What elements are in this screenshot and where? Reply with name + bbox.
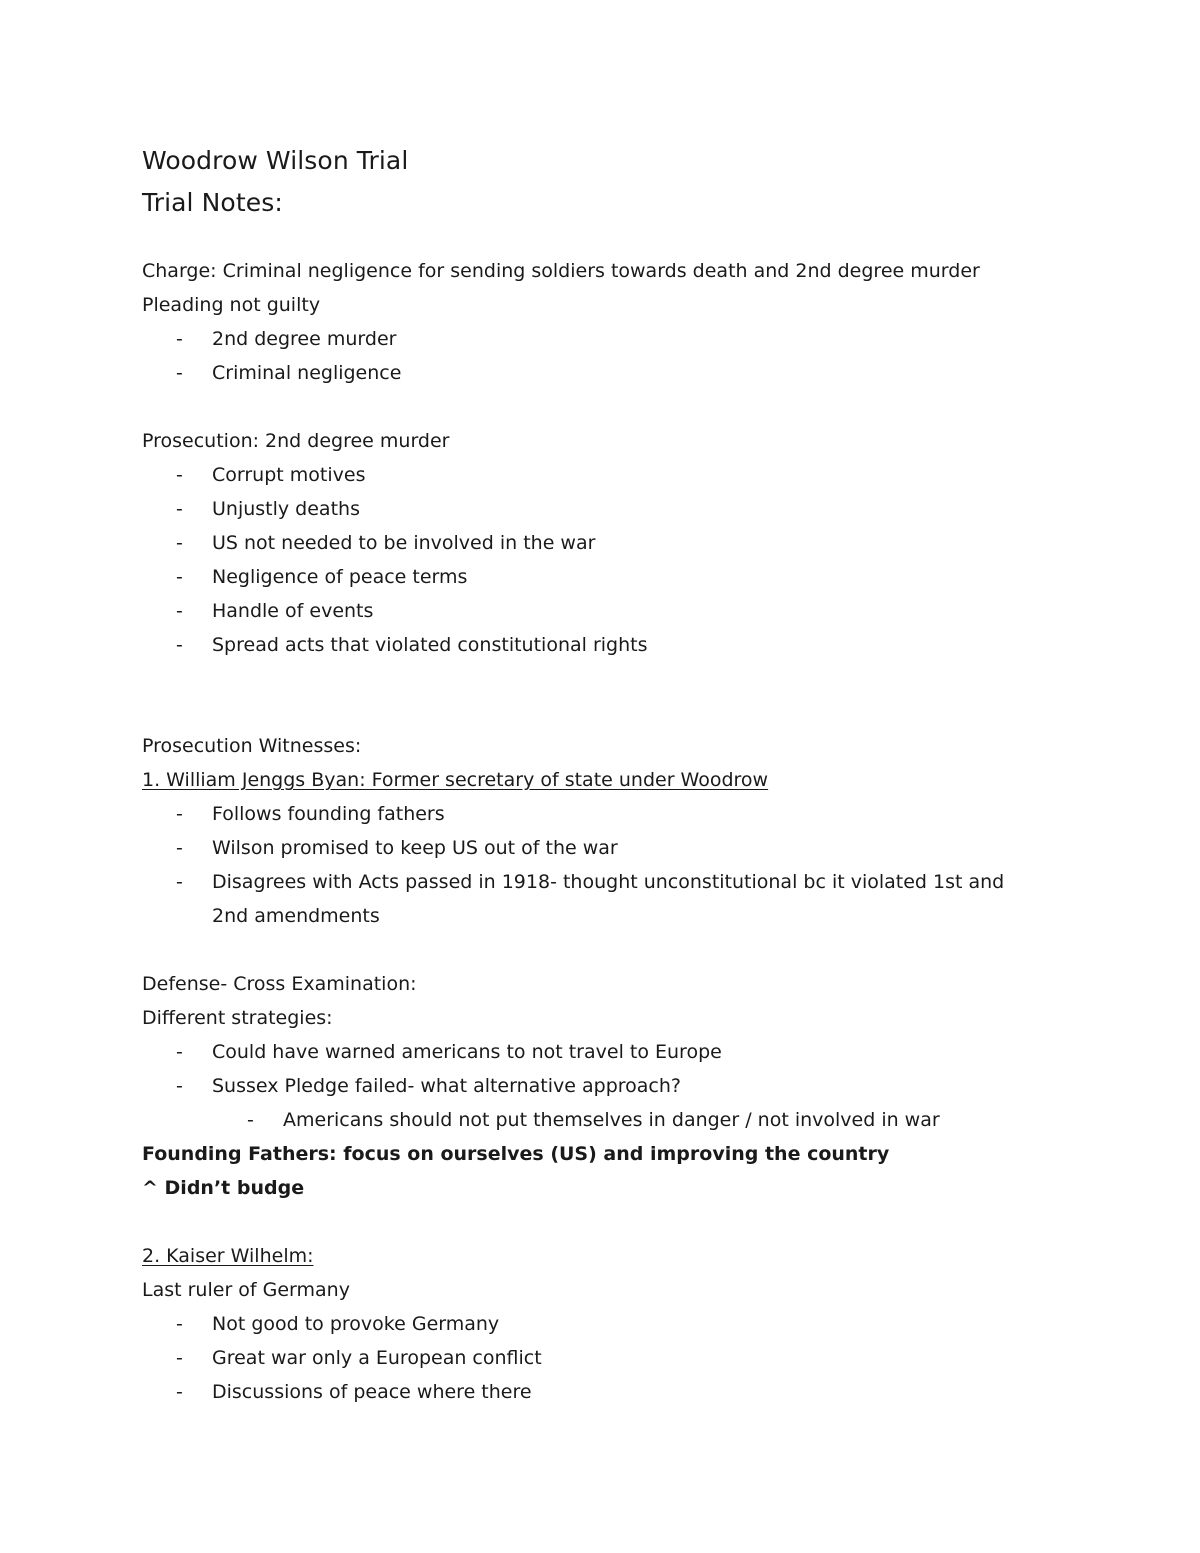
list-item: - Great war only a European conflict [176, 1347, 542, 1369]
list-item: - Americans should not put themselves in danger / not involved in war [247, 1109, 940, 1131]
witness2-description: Last ruler of Germany [142, 1279, 350, 1301]
strategies-heading: Different strategies: [142, 1007, 333, 1029]
witness1-heading: 1. William Jenggs Byan: Former secretary of state under Woodrow [142, 769, 769, 791]
founding-fathers-note: Founding Fathers: focus on ourselves (US) and improving the country [142, 1143, 890, 1165]
prosecution-list [142, 458, 1062, 662]
list-item: - Negligence of peace terms [176, 566, 468, 588]
plea-line: Pleading not guilty [142, 294, 321, 316]
list-item: - 2nd degree murder [176, 328, 397, 350]
list-item: - Discussions of peace where there [176, 1381, 532, 1403]
prosecution-heading: Prosecution: 2nd degree murder [142, 430, 450, 452]
witness1-list [142, 797, 1062, 933]
document-title: Woodrow Wilson Trial [142, 146, 409, 175]
didnt-budge-note: ^ Didn’t budge [142, 1177, 305, 1199]
list-item: - US not needed to be involved in the war [176, 532, 596, 554]
witnesses-heading: Prosecution Witnesses: [142, 735, 362, 757]
list-item: - Unjustly deaths [176, 498, 360, 520]
list-item: - Criminal negligence [176, 362, 402, 384]
list-item: - Wilson promised to keep US out of the war [176, 837, 618, 859]
list-item: - Could have warned americans to not travel to Europe [176, 1041, 722, 1063]
list-item: - Sussex Pledge failed- what alternative approach? [176, 1075, 681, 1097]
witness2-heading: 2. Kaiser Wilhelm: [142, 1245, 314, 1267]
strategies-list [142, 1035, 1062, 1103]
plea-list [142, 322, 1062, 390]
list-item: - Not good to provoke Germany [176, 1313, 500, 1335]
strategies-sublist [142, 1103, 1062, 1137]
list-item: - Spread acts that violated constitutional rights [176, 634, 648, 656]
defense-heading: Defense- Cross Examination: [142, 973, 417, 995]
document-subtitle: Trial Notes: [142, 188, 283, 217]
witness2-list [142, 1307, 1062, 1409]
list-item: - Follows founding fathers [176, 803, 445, 825]
document-body [142, 140, 1062, 1409]
list-item: - Handle of events [176, 600, 374, 622]
charge-line: Charge: Criminal negligence for sending soldiers towards death and 2nd degree murder [142, 260, 980, 282]
list-item: - Disagrees with Acts passed in 1918- thought unconstitutional bc it violated 1st and 2nd amendments [176, 871, 1005, 927]
list-item: - Corrupt motives [176, 464, 366, 486]
